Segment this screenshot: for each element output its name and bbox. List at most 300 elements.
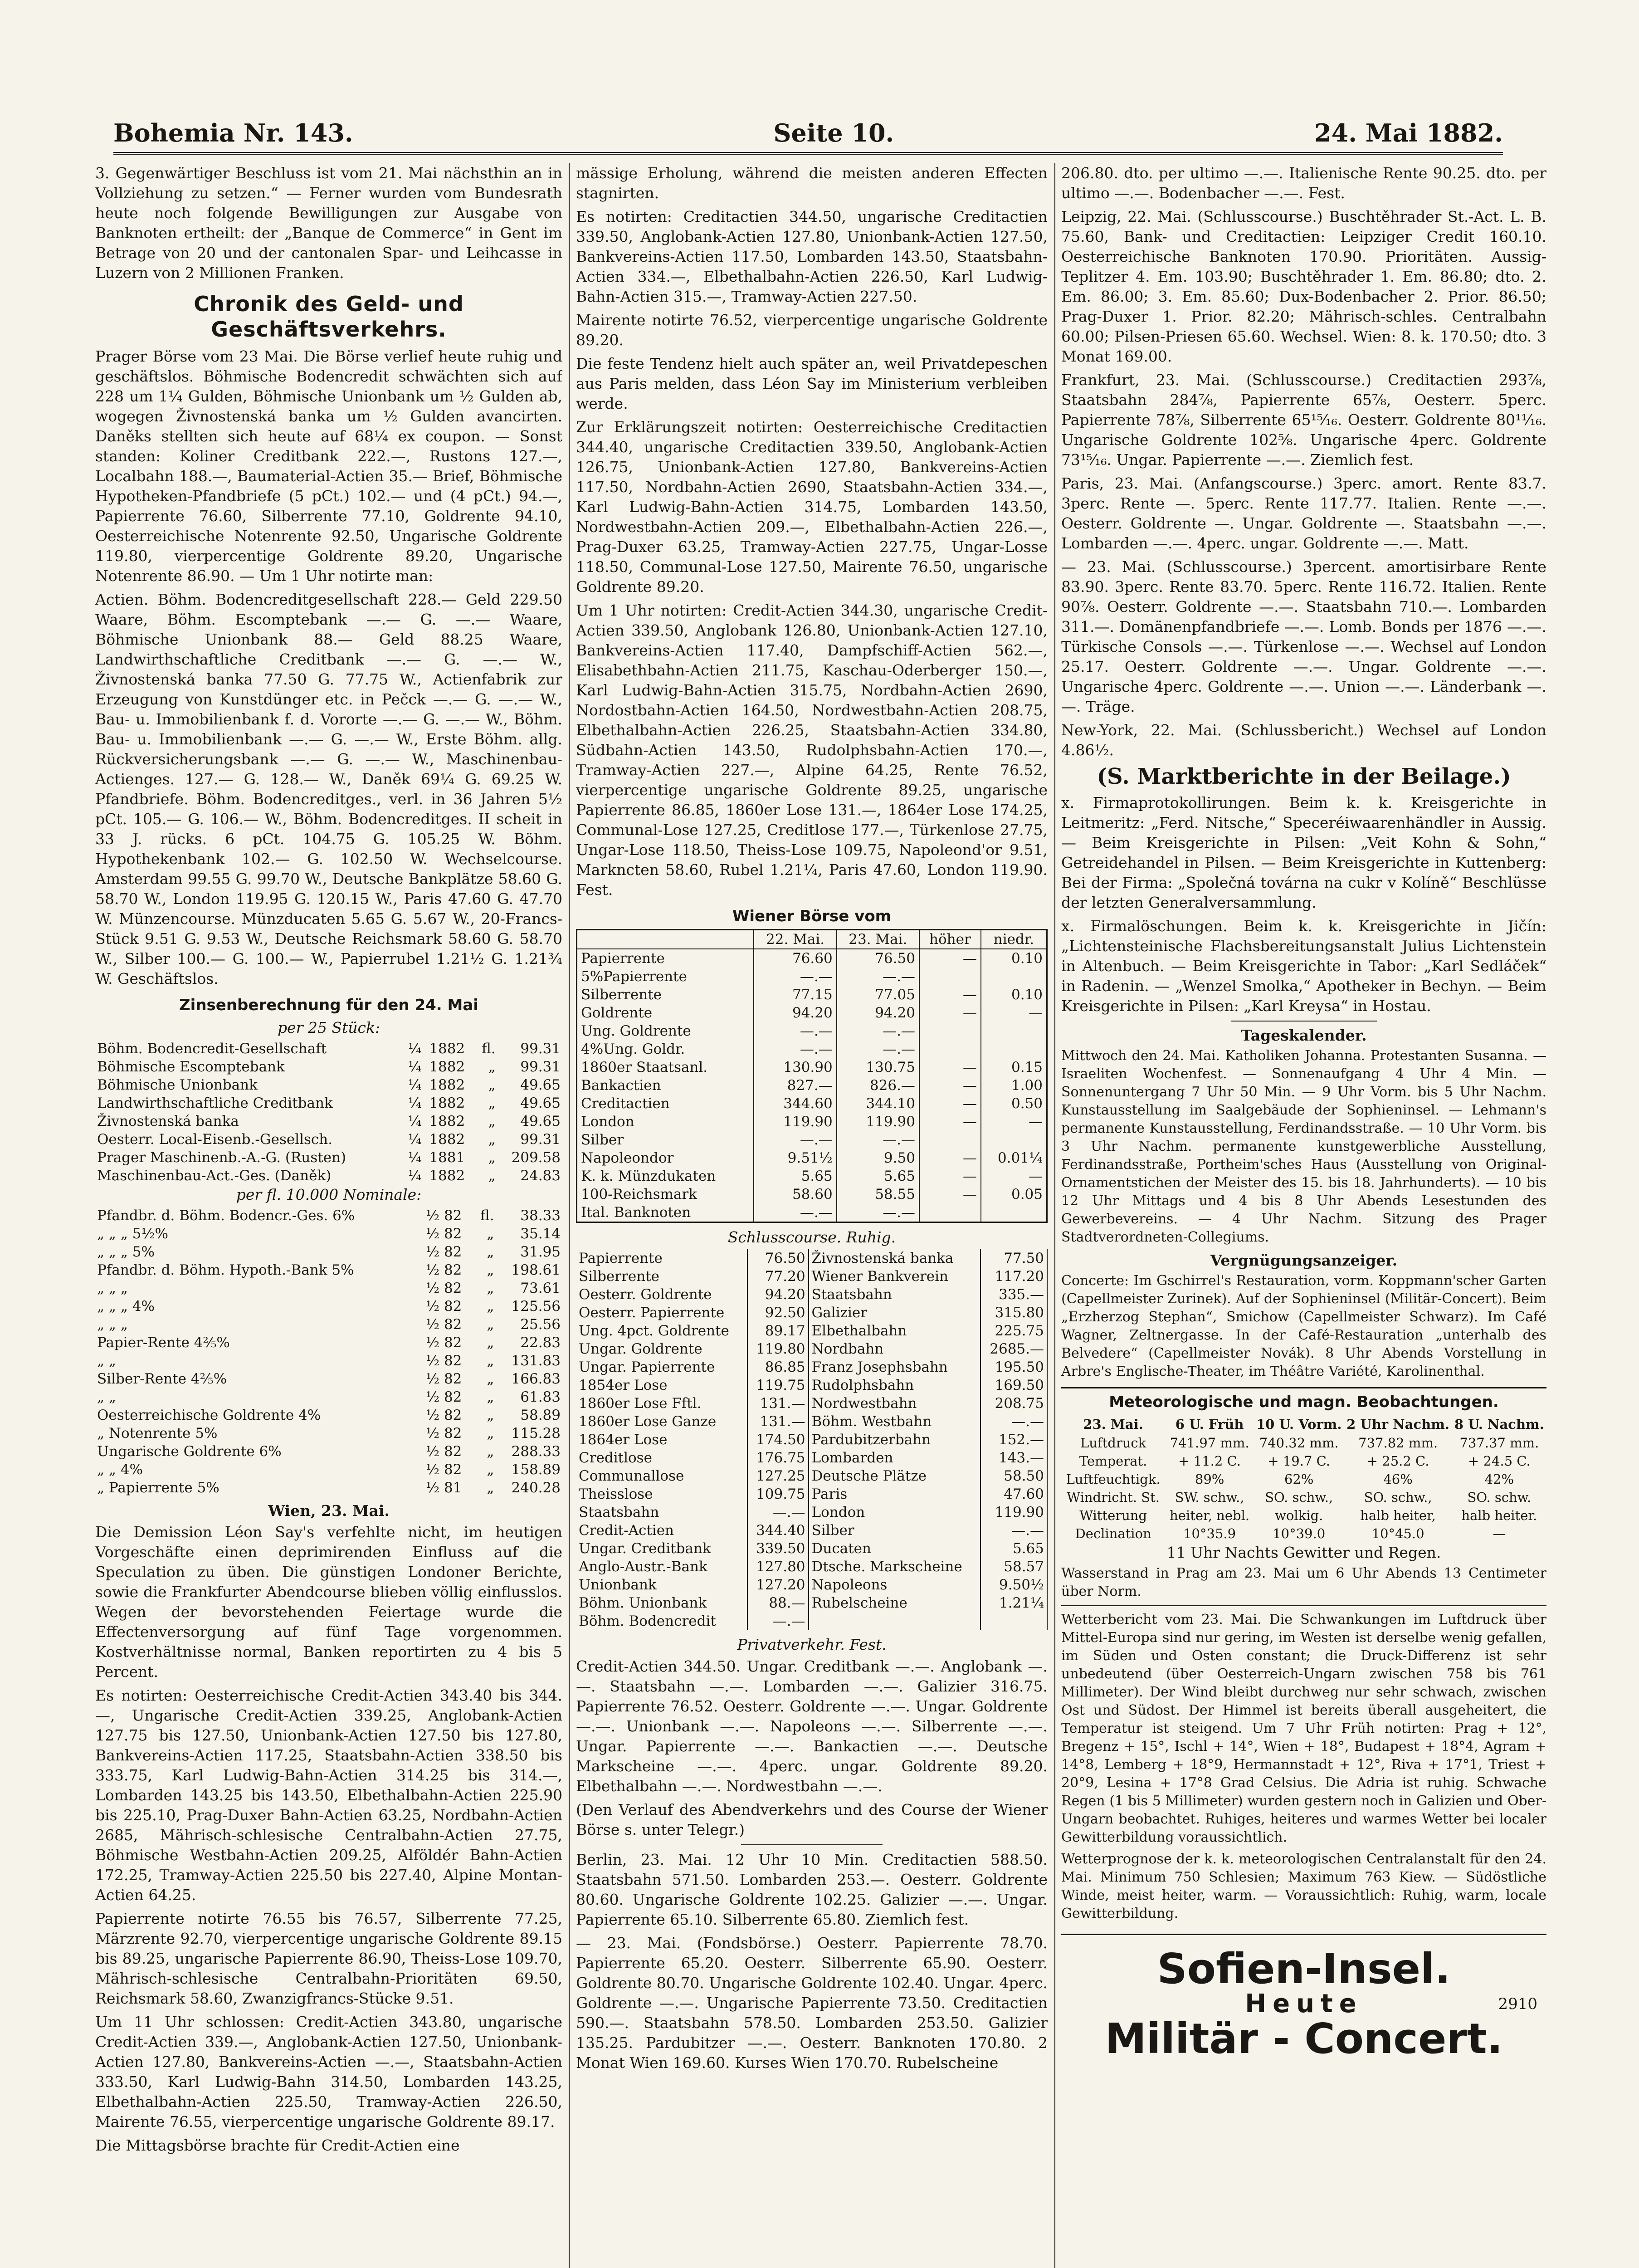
table-cell: Anglo-Austr.-Bank bbox=[576, 1558, 747, 1576]
table-cell: 10°39.0 bbox=[1273, 1526, 1326, 1541]
table-cell: 176.75 bbox=[747, 1449, 808, 1467]
interest-table-subtitle: per 25 Stück: bbox=[277, 1019, 380, 1036]
table-cell: „ bbox=[487, 1316, 494, 1333]
header-page-number: Seite 10. bbox=[773, 118, 894, 147]
table-row bbox=[577, 1004, 1047, 1022]
table-cell: 77.15 bbox=[754, 986, 836, 1004]
table-row bbox=[95, 1207, 562, 1225]
closing-course-title: Schlusscourse. Ruhig. bbox=[727, 1228, 896, 1246]
table-cell: „ „ „ 5% bbox=[97, 1244, 155, 1260]
header-date: 24. Mai 1882. bbox=[1314, 118, 1503, 147]
water-level-paragraph: Wasserstand in Prag am 23. Mai um 6 Uhr Abends 13 Centimeter über Norm. bbox=[1061, 1565, 1546, 1599]
table-row bbox=[577, 949, 1047, 968]
table-cell: Ducaten bbox=[809, 1540, 981, 1558]
meteorology-title: Meteorologische und magn. Beobachtungen. bbox=[1061, 1387, 1546, 1412]
table-row bbox=[95, 1112, 562, 1130]
table-cell: 119.90 bbox=[754, 1113, 836, 1131]
table-cell: 1882 bbox=[429, 1168, 465, 1184]
firm-deletions-paragraph: x. Firmalöschungen. Beim k. k. Kreisgerichte in Jičín: „Lichtensteinische Flachsbereitungsanstalt Julius Lichtenstein in Altenbuch. — Beim Kreisgerichte in Tabor: „Karl Sedláček“ in Radenin. — „Wenzel Smolka,“ Apotheker in Bechyn. — Beim Kreisgerichte in Pilsen: „Karl Kreysa“ in Hostau. bbox=[1061, 917, 1546, 1015]
table-cell: ½ 82 bbox=[426, 1353, 462, 1369]
table-row bbox=[577, 1203, 1047, 1222]
table-cell: Böhm. Bodencredit-Gesellschaft bbox=[97, 1041, 327, 1057]
table-cell: „ bbox=[488, 1168, 496, 1184]
table-cell: Declination bbox=[1075, 1526, 1151, 1541]
table-cell: 5.65 bbox=[980, 1540, 1047, 1558]
table-cell: Staatsbahn bbox=[576, 1503, 747, 1521]
table-cell: Ital. Banknoten bbox=[577, 1203, 754, 1222]
table-cell: Böhm. Westbahn bbox=[809, 1413, 981, 1431]
table-row bbox=[1061, 1506, 1546, 1525]
table-cell: 740.32 mm. bbox=[1259, 1435, 1339, 1451]
vienna-midday-paragraph: Die Mittagsbörse brachte für Credit-Actien eine bbox=[95, 2136, 460, 2154]
table-cell: 1882 bbox=[429, 1131, 465, 1148]
table-cell: Silber-Rente 4⅖% bbox=[97, 1371, 227, 1387]
table-cell: 130.90 bbox=[754, 1058, 836, 1076]
table-cell: —.— bbox=[747, 1503, 808, 1521]
table-cell: ½ 82 bbox=[426, 1371, 462, 1387]
table-cell: 89% bbox=[1195, 1471, 1224, 1487]
supplement-notice: (S. Marktberichte in der Beilage.) bbox=[1097, 764, 1511, 789]
table-cell: — bbox=[919, 1076, 981, 1095]
table-row bbox=[1061, 1525, 1546, 1543]
table-cell bbox=[981, 1040, 1047, 1058]
table-row bbox=[577, 1095, 1047, 1113]
mairente-paragraph: Mairente notirte 76.52, vierpercentige ungarische Goldrente 89.20. bbox=[576, 311, 1048, 349]
table-cell: Böhmische Escomptebank bbox=[97, 1059, 285, 1075]
table-cell: 0.01¼ bbox=[981, 1149, 1047, 1167]
table-row bbox=[95, 1094, 562, 1112]
table-cell: Ungar. Goldrente bbox=[576, 1340, 747, 1358]
table-cell: — bbox=[919, 1095, 981, 1113]
table-cell: —.— bbox=[837, 1022, 919, 1040]
table-cell: 174.50 bbox=[747, 1431, 808, 1449]
table-cell: „ bbox=[487, 1244, 494, 1260]
table-cell: 1860er Lose Ganze bbox=[576, 1413, 747, 1431]
table-cell: Luftdruck bbox=[1080, 1435, 1146, 1451]
weather-forecast-paragraph: Wetterprognose der k. k. meteorologischen Centralanstalt für den 24. Mai. Minimum 750 Schlesien; Maximum 763 Kiew. — Südöstliche Winde, meist heiter, warm. — Voraussichtlich: Ruhig, warm, locale Gewitterbildung. bbox=[1061, 1851, 1546, 1921]
table-cell: Böhm. Unionbank bbox=[576, 1594, 747, 1612]
ad-day: Heute bbox=[1245, 1989, 1363, 2019]
table-cell: Goldrente bbox=[577, 1004, 754, 1022]
table-cell bbox=[919, 1040, 981, 1058]
table-row bbox=[576, 1340, 1047, 1358]
table-cell: ¼ bbox=[408, 1149, 422, 1166]
table-cell: — bbox=[919, 1167, 981, 1185]
table-cell: 169.50 bbox=[980, 1376, 1047, 1394]
table-cell: 46% bbox=[1383, 1471, 1413, 1487]
table-cell: ½ 82 bbox=[426, 1389, 462, 1405]
table-row bbox=[95, 1352, 562, 1370]
private-trade-note: (Den Verlauf des Abendverkehrs und des Course der Wiener Börse s. unter Telegr.) bbox=[576, 1801, 1048, 1838]
table-cell: ¼ bbox=[408, 1113, 422, 1129]
vienna-close-paragraph: Um 11 Uhr schlossen: Credit-Actien 343.80, ungarische Credit-Actien 339.—, Anglobank-Actien 127.50, Unionbank-Actien 127.80, Bankvereins-Actien —.—, Staatsbahn-Actien 333.50, Karl Ludwig-Bahn 314.50, Lombarden 143.25, Elbethalbahn-Actien 225.50, Tramway-Actien 226.50, Mairente 76.55, vierpercentige ungarische Goldrente 89.17. bbox=[95, 2013, 562, 2131]
table-cell: 10°35.9 bbox=[1183, 1526, 1236, 1541]
table-cell: ½ 81 bbox=[426, 1480, 462, 1496]
meteorology-note: 11 Uhr Nachts Gewitter und Regen. bbox=[1166, 1544, 1441, 1561]
table-cell: „ „ „ 4% bbox=[97, 1298, 155, 1315]
table-cell: Papierrente bbox=[576, 1249, 747, 1267]
table-row bbox=[576, 1485, 1047, 1503]
table-cell: — bbox=[919, 1113, 981, 1131]
entertainment-title: Vergnügungsanzeiger. bbox=[1210, 1251, 1398, 1269]
table-cell: Oesterr. Papierrente bbox=[576, 1304, 747, 1322]
table-row bbox=[576, 1286, 1047, 1304]
table-cell: 344.40 bbox=[747, 1521, 808, 1540]
table-cell: „ „ „ bbox=[97, 1316, 128, 1333]
column-rule bbox=[1054, 163, 1055, 2268]
berlin-fonds-paragraph: — 23. Mai. (Fondsbörse.) Oesterr. Papierrente 78.70. Papierrente 65.20. Oesterr. Silberrente 65.90. Oesterr. Goldrente 80.70. Ungarische Goldrente 102.40. Ungar. 4perc. Goldrente —.—. Ungarische Papierrente 73.50. Creditactien 590.—. Staatsbahn 578.50. Lombarden 253.50. Galizier 135.25. Pardubitzer —.—. Oesterr. Banknoten 170.80. 2 Monat Wien 169.60. Kurses Wien 170.70. Rubelscheine bbox=[576, 1934, 1048, 2072]
column-2 bbox=[576, 163, 1048, 2268]
table-cell: „ bbox=[487, 1480, 494, 1496]
table-row bbox=[577, 1076, 1047, 1095]
table-cell: 31.95 bbox=[520, 1244, 561, 1260]
table-cell: ¼ bbox=[408, 1059, 422, 1075]
table-cell: 5.65 bbox=[837, 1167, 919, 1185]
table-cell: 73.61 bbox=[520, 1280, 561, 1296]
table-cell: „ bbox=[488, 1149, 496, 1166]
table-cell: Napoleons bbox=[809, 1576, 981, 1594]
table-cell: 0.50 bbox=[981, 1095, 1047, 1113]
table-cell: Prager Maschinenb.-A.-G. (Rusten) bbox=[97, 1149, 346, 1166]
table-cell: 94.20 bbox=[837, 1004, 919, 1022]
table-cell: Pfandbr. d. Böhm. Bodencr.-Ges. 6% bbox=[97, 1207, 355, 1224]
table-cell: ¼ bbox=[408, 1131, 422, 1148]
table-cell: 119.75 bbox=[747, 1376, 808, 1394]
table-cell: 58.60 bbox=[754, 1185, 836, 1203]
table-row bbox=[577, 1040, 1047, 1058]
table-cell: „ bbox=[487, 1425, 494, 1442]
table-cell: 288.33 bbox=[511, 1443, 561, 1460]
table-cell: 86.85 bbox=[747, 1358, 808, 1376]
table-cell: 1.21¼ bbox=[980, 1594, 1047, 1612]
table-cell: SO. schw. bbox=[1467, 1490, 1532, 1505]
table-cell: Silberrente bbox=[576, 1267, 747, 1286]
table-cell: 225.75 bbox=[980, 1322, 1047, 1340]
table-cell: 22.83 bbox=[520, 1334, 561, 1351]
table-cell: „ „ „ 5½% bbox=[97, 1226, 168, 1242]
table-cell: 89.17 bbox=[747, 1322, 808, 1340]
table-row bbox=[95, 1167, 562, 1185]
table-cell: 77.05 bbox=[837, 986, 919, 1004]
vienna-exchange-table bbox=[576, 929, 1048, 1223]
table-cell: —.— bbox=[837, 1131, 919, 1149]
table-cell: 35.14 bbox=[520, 1226, 561, 1242]
table-row bbox=[95, 1370, 562, 1388]
table-cell: ½ 82 bbox=[426, 1334, 462, 1351]
table-cell: 127.25 bbox=[747, 1467, 808, 1485]
table-row bbox=[577, 1185, 1047, 1203]
table-cell: 208.75 bbox=[980, 1394, 1047, 1413]
table-cell: „ bbox=[488, 1113, 496, 1129]
table-cell: SO. schw., bbox=[1265, 1490, 1333, 1505]
table-cell: —.— bbox=[980, 1521, 1047, 1540]
table-cell: K. k. Münzdukaten bbox=[577, 1167, 754, 1185]
table-row bbox=[95, 1040, 562, 1058]
vienna-quotes-paragraph: Es notirten: Oesterreichische Credit-Actien 343.40 bis 344.—, Ungarische Credit-Actien 339.25, Anglobank-Actien 127.75 bis 127.50, Unionbank-Actien 127.50 bis 127.80, Bankvereins-Actien 117.25, Staatsbahn-Actien 338.50 bis 333.75, Karl Ludwig-Bahn-Actien 314.25 bis 314.—, Lombarden 143.25 bis 143.50, Elbethalbahn-Actien 225.90 bis 225.10, Prag-Duxer Bahn-Actien 63.25, Nordbahn-Actien 2685, Mährisch-schlesische Centralbahn-Actien 27.75, Böhmische Westbahn-Actien 209.25, Alföldér Bahn-Actien 172.25, Tramway-Actien 225.50 bis 227.40, Alpine Montan-Actien 64.25. bbox=[95, 1686, 562, 1904]
table-row bbox=[95, 1424, 562, 1442]
table-row bbox=[576, 1249, 1047, 1267]
table-cell: 339.50 bbox=[747, 1540, 808, 1558]
table-cell: Ung. Goldrente bbox=[577, 1022, 754, 1040]
table-cell: 0.15 bbox=[981, 1058, 1047, 1076]
table-row bbox=[95, 1334, 562, 1352]
table-row bbox=[576, 1413, 1047, 1431]
table-cell: 131.83 bbox=[511, 1353, 561, 1369]
table-row bbox=[576, 1594, 1047, 1612]
table-cell: Creditactien bbox=[577, 1095, 754, 1113]
table-cell: —.— bbox=[754, 1040, 836, 1058]
column-header: 23. Mai. bbox=[1083, 1417, 1143, 1432]
table-cell: 92.50 bbox=[747, 1304, 808, 1322]
table-row bbox=[95, 1130, 562, 1149]
table-cell: „ „ 4% bbox=[97, 1461, 143, 1478]
table-cell bbox=[919, 1022, 981, 1040]
table-cell: 38.33 bbox=[520, 1207, 561, 1224]
table-row bbox=[576, 1540, 1047, 1558]
table-cell: Maschinenbau-Act.-Ges. (Daněk) bbox=[97, 1168, 332, 1184]
table-cell: Deutsche Plätze bbox=[809, 1467, 981, 1485]
table-cell: 76.50 bbox=[837, 949, 919, 968]
table-cell: ½ 82 bbox=[426, 1461, 462, 1478]
interest-table bbox=[95, 1040, 562, 1185]
table-cell: 99.31 bbox=[520, 1059, 561, 1075]
table-cell: —.— bbox=[837, 1203, 919, 1222]
table-cell: Papierrente bbox=[577, 949, 754, 968]
table-cell: + 25.2 C. bbox=[1366, 1453, 1429, 1469]
table-cell: —.— bbox=[980, 1413, 1047, 1431]
table-row bbox=[576, 1558, 1047, 1576]
table-cell: Oesterreichische Goldrente 4% bbox=[97, 1407, 321, 1423]
entertainment-paragraph: Concerte: Im Gschirrel's Restauration, vorm. Koppmann'scher Garten (Capellmeister Zurinek). Auf der Sophieninsel (Militär-Concert). Beim „Erzherzog Stephan“, Smichow (Capellmeister Schwarz). Im Café Wagner, Zeltnergasse. In der Café-Restauration „unterhalb des Belvedere“ (Capellmeister Novák). 8 Uhr Abends Vorstellung in Arbre's Englische-Theater, im Théâtre Variété, Karolinenthal. bbox=[1061, 1273, 1546, 1379]
table-cell: 1882 bbox=[429, 1095, 465, 1111]
table-cell: — bbox=[919, 1149, 981, 1167]
table-row bbox=[1061, 1434, 1546, 1452]
column-3 bbox=[1061, 163, 1546, 2268]
table-row bbox=[95, 1388, 562, 1406]
table-cell: Credit-Actien bbox=[576, 1521, 747, 1540]
table-row bbox=[95, 1315, 562, 1334]
table-cell: Ung. 4pct. Goldrente bbox=[576, 1322, 747, 1340]
table-cell: „ bbox=[487, 1461, 494, 1478]
column-header: 10 U. Vorm. bbox=[1256, 1417, 1342, 1432]
column-header: höher bbox=[919, 930, 981, 949]
berlin-paragraph: Berlin, 23. Mai. 12 Uhr 10 Min. Creditactien 588.50. Staatsbahn 571.50. Lombarden 253.—. Oesterr. Goldrente 80.60. Ungarische Goldrente 102.25. Galizier —.—. Ungar. Papierrente 65.10. Silberrente 65.80. Ziemlich fest. bbox=[576, 1851, 1048, 1928]
ad-number: 2910 bbox=[1498, 1995, 1537, 2013]
table-row bbox=[95, 1279, 562, 1297]
table-cell: ¼ bbox=[408, 1095, 422, 1111]
table-cell: — bbox=[919, 1185, 981, 1203]
leipzig-paragraph: Leipzig, 22. Mai. (Schlusscourse.) Buschtěhrader St.-Act. L. B. 75.60, Bank- und Creditactien: Leipziger Credit 160.10. Oesterreichische Banknoten 170.90. Prioritäten. Aussig-Teplitzer 4. Em. 103.90; Buschtěhrader 1. Em. 86.80; dto. 2. Em. 86.00; 3. Em. 85.60; Dux-Bodenbacher 2. Prior. 86.50; Prag-Duxer 1. Prior. 82.20; Mährisch-schles. Centralbahn 60.00; Pilsen-Priesen 65.60. Wechsel. Wien: 8. k. 170.50; dto. 3 Monat 169.00. bbox=[1061, 208, 1546, 365]
table-cell: Nordwestbahn bbox=[809, 1394, 981, 1413]
table-row bbox=[577, 1022, 1047, 1040]
table-cell: 115.28 bbox=[511, 1425, 561, 1442]
table-cell: Windricht. St. bbox=[1067, 1490, 1160, 1505]
table-cell: 62% bbox=[1284, 1471, 1314, 1487]
table-cell bbox=[981, 968, 1047, 986]
table-cell: ½ 82 bbox=[426, 1425, 462, 1442]
table-cell: Dtsche. Markscheine bbox=[809, 1558, 981, 1576]
table-cell: —.— bbox=[754, 1022, 836, 1040]
table-cell: Lombarden bbox=[809, 1449, 981, 1467]
column-header: 6 U. Früh bbox=[1175, 1417, 1244, 1432]
one-oclock-paragraph: Um 1 Uhr notirten: Credit-Actien 344.30, ungarische Credit-Actien 339.50, Anglobank 126.80, Unionbank-Actien 127.10, Bankvereins-Actien 117.40, Dampfschiff-Actien 562.—, Elisabethbahn-Actien 211.75, Kaschau-Oderberger 150.—, Karl Ludwig-Bahn-Actien 315.75, Nordbahn-Actien 2690, Nordostbahn-Actien 164.50, Nordwestbahn-Actien 208.75, Elbethalbahn-Actien 226.25, Staatsbahn-Actien 334.80, Südbahn-Actien 143.50, Rudolphsbahn-Actien 170.—, Tramway-Actien 227.—, Alpine 64.25, Rente 76.52, vierpercentige ungarische Goldrente 89.25, ungarische Papierrente 86.85, 1860er Lose 131.—, 1864er Lose 174.25, Communal-Lose 127.25, Creditlose 177.—, Türkenlose 27.75, Ungar-Lose 118.50, Theiss-Lose 109.75, Napoleond'or 9.51, Markncten 58.60, Rubel 1.21¼, Paris 47.60, London 119.90. Fest. bbox=[576, 601, 1048, 899]
table-row bbox=[576, 1304, 1047, 1322]
table-cell: 42% bbox=[1484, 1471, 1514, 1487]
table-cell: „ bbox=[487, 1280, 494, 1296]
table-cell: Staatsbahn bbox=[809, 1286, 981, 1304]
table-cell: 119.80 bbox=[747, 1340, 808, 1358]
table-cell bbox=[809, 1612, 981, 1630]
table-cell: ½ 82 bbox=[426, 1226, 462, 1242]
table-cell: „ „ „ bbox=[97, 1280, 128, 1296]
section-heading-chronik: Chronik des Geld- und Geschäftsverkehrs. bbox=[194, 292, 464, 342]
table-cell: SO. schw., bbox=[1364, 1490, 1432, 1505]
new-york-paragraph: New-York, 22. Mai. (Schlussbericht.) Wechsel auf London 4.86½. bbox=[1061, 721, 1546, 759]
table-cell: wolkig. bbox=[1275, 1508, 1323, 1523]
column-header: 23. Mai. bbox=[837, 930, 919, 949]
table-row bbox=[576, 1612, 1047, 1630]
table-cell: 127.80 bbox=[747, 1558, 808, 1576]
table-cell: —.— bbox=[837, 1040, 919, 1058]
table-row bbox=[576, 1394, 1047, 1413]
table-cell: Oesterr. Goldrente bbox=[576, 1286, 747, 1304]
table-cell: — bbox=[981, 1167, 1047, 1185]
table-cell: ½ 82 bbox=[426, 1262, 462, 1278]
table-cell: Silberrente bbox=[577, 986, 754, 1004]
day-calendar-title: Tageskalender. bbox=[1241, 1026, 1367, 1044]
table-row bbox=[576, 1467, 1047, 1485]
table-row bbox=[576, 1576, 1047, 1594]
table-row bbox=[1061, 1488, 1546, 1506]
table-row bbox=[95, 1261, 562, 1279]
table-cell: Napoleondor bbox=[577, 1149, 754, 1167]
table-row bbox=[95, 1243, 562, 1261]
table-cell: ½ 82 bbox=[426, 1407, 462, 1423]
vienna-heading: Wien, 23. Mai. bbox=[268, 1502, 390, 1520]
table-cell: 195.50 bbox=[980, 1358, 1047, 1376]
table-cell: Pardubitzerbahn bbox=[809, 1431, 981, 1449]
table-cell: „ bbox=[487, 1226, 494, 1242]
table-cell: 143.— bbox=[980, 1449, 1047, 1467]
table-cell: „ bbox=[487, 1262, 494, 1278]
meteorology-table bbox=[1061, 1415, 1546, 1543]
table-cell: heiter, nebl. bbox=[1170, 1508, 1250, 1523]
table-cell: 25.56 bbox=[520, 1316, 561, 1333]
paris-opening-paragraph: Paris, 23. Mai. (Anfangscourse.) 3perc. amort. Rente 83.7. 3perc. Rente —. 5perc. Rente 117.77. Italien. Rente —.—. Oesterr. Goldrente —. Ungar. Goldrente —. Staatsbahn —.—. Lombarden —.—. 4perc. ungar. Goldrente —.—. Matt. bbox=[1061, 474, 1546, 552]
vienna-exchange-table-title: Wiener Börse vom bbox=[732, 907, 892, 925]
table-cell: Silber bbox=[809, 1521, 981, 1540]
table-cell: 315.80 bbox=[980, 1304, 1047, 1322]
table-cell: 0.10 bbox=[981, 986, 1047, 1004]
table-cell: SW. schw., bbox=[1175, 1490, 1244, 1505]
table-cell: 47.60 bbox=[980, 1485, 1047, 1503]
table-cell: 1882 bbox=[429, 1113, 465, 1129]
table-cell: ½ 82 bbox=[426, 1298, 462, 1315]
table-cell: 344.60 bbox=[754, 1095, 836, 1113]
table-cell: — bbox=[919, 986, 981, 1004]
table-cell: Papier-Rente 4⅖% bbox=[97, 1334, 230, 1351]
table-cell bbox=[981, 1022, 1047, 1040]
table-cell: 1854er Lose bbox=[576, 1376, 747, 1394]
table-row bbox=[576, 1503, 1047, 1521]
weather-report-paragraph: Wetterbericht vom 23. Mai. Die Schwankungen im Luftdruck über Mittel-Europa sind nur gering, im Westen ist derselbe wenig gefallen, im Süden und Osten constant; die Druck-Differenz ist sehr unbedeutend (über Oesterreich-Ungarn zwischen 758 bis 761 Millimeter). Der Wind bleibt durchweg nur sehr schwach, zwischen Ost und Südost. Der Himmel ist bereits überall ausgeheitert, die Temperatur ist steigend. Um 7 Uhr Früh notirten: Prag + 12°, Bregenz + 15°, Ischl + 14°, Wien + 18°, Budapest + 18°4, Agram + 14°8, Lemberg + 18°9, Hermannstadt + 12°, Riva + 17°1, Triest + 20°9, Lesina + 17°8 Grad Celsius. Die Adria ist ruhig. Schwache Regen (1 bis 5 Millimeter) wurden gestern noch in Galizien und Ober-Ungarn beobachtet. Ruhiges, heiteres und warmes Wetter bei localer Gewitterbildung voraussichtlich. bbox=[1061, 1612, 1546, 1845]
table-row bbox=[577, 986, 1047, 1004]
table-cell: 131.— bbox=[747, 1394, 808, 1413]
table-cell: 1860er Staatsanl. bbox=[577, 1058, 754, 1076]
private-trade-title: Privatverkehr. Fest. bbox=[737, 1636, 887, 1653]
interest-table-pfandbriefe bbox=[95, 1207, 562, 1497]
table-cell: Luftfeuchtigk. bbox=[1066, 1471, 1161, 1487]
table-cell: 10°45.0 bbox=[1371, 1526, 1424, 1541]
table-cell: Temperat. bbox=[1079, 1453, 1147, 1469]
table-cell: 5.65 bbox=[754, 1167, 836, 1185]
table-cell: „ „ bbox=[97, 1353, 116, 1369]
table-cell: „ bbox=[487, 1298, 494, 1315]
table-cell: „ bbox=[487, 1407, 494, 1423]
table-cell: Witterung bbox=[1079, 1508, 1147, 1523]
table-row bbox=[577, 1149, 1047, 1167]
table-cell: 77.50 bbox=[980, 1249, 1047, 1267]
table-cell: 2685.— bbox=[980, 1340, 1047, 1358]
table-cell: 152.— bbox=[980, 1431, 1047, 1449]
table-row bbox=[95, 1442, 562, 1461]
table-cell: 4%Ung. Goldr. bbox=[577, 1040, 754, 1058]
intro-paragraph: 3. Gegenwärtiger Beschluss ist vom 21. Mai nächsthin an in Vollziehung zu setzen.“ — Ferner wurden vom Bundesrath heute noch folgende Bewilligungen zur Ausgabe von Banknoten ertheilt: der „Banque de Commerce“ in Gent im Betrage von 20 und der cantonalen Spar- und Leihcasse in Luzern von 2 Millionen Franken. bbox=[95, 164, 562, 282]
table-cell: 131.— bbox=[747, 1413, 808, 1431]
table-cell: halb heiter. bbox=[1461, 1508, 1537, 1523]
table-cell: 1882 bbox=[429, 1059, 465, 1075]
table-cell: — bbox=[1493, 1526, 1506, 1541]
table-cell: 741.97 mm. bbox=[1170, 1435, 1249, 1451]
table-row bbox=[95, 1297, 562, 1315]
vienna-paragraph: Die Demission Léon Say's verfehlte nicht, im heutigen Vorgeschäfte einen deprimirenden Einfluss auf die Speculation zu üben. Die günstigen Londoner Berichte, sowie die Frankfurter Abendcourse blieben völlig einflusslos. Wegen der bevorstehenden Feiertage wurde die Effectenversorgung auf fünf Tage vorgenommen. Kostverhältnisse normal, Banken reportirten zu 4 bis 5 Percent. bbox=[95, 1523, 562, 1681]
table-row bbox=[95, 1149, 562, 1167]
table-row bbox=[577, 1131, 1047, 1149]
table-cell: + 19.7 C. bbox=[1268, 1453, 1331, 1469]
table-row bbox=[576, 1267, 1047, 1286]
table-cell: 58.55 bbox=[837, 1185, 919, 1203]
table-cell: Ungar. Creditbank bbox=[576, 1540, 747, 1558]
table-row bbox=[1061, 1452, 1546, 1470]
table-cell bbox=[981, 1131, 1047, 1149]
table-cell: Oesterr. Local-Eisenb.-Gesellsch. bbox=[97, 1131, 333, 1148]
table-row bbox=[576, 1431, 1047, 1449]
table-cell: —.— bbox=[747, 1612, 808, 1630]
table-cell: 737.82 mm. bbox=[1358, 1435, 1438, 1451]
table-cell: Unionbank bbox=[576, 1576, 747, 1594]
day-calendar-paragraph: Mittwoch den 24. Mai. Katholiken Johanna. Protestanten Susanna. — Israeliten Wochenfest. — Sonnenaufgang 4 Uhr 4 Min. — Sonnenuntergang 7 Uhr 50 Min. — 9 Uhr Vorm. bis 5 Uhr Nachm. Kunstausstellung im Saalgebäude der Sophieninsel. — Lehmann's permanente Kunstausstellung, Ferdinandsstraße. — 10 Uhr Vorm. bis 3 Uhr Nachm. permanente kunstgewerbliche Ausstellung, Ferdinandsstraße, Portheim'sches Haus (Ausstellung von Original-Ornamentstichen der Meister des 15. bis 18. Jahrhunderts). — 10 bis 12 Uhr Mittags und 4 bis 8 Uhr Abends Lesestunden des Gewerbevereins. — 4 Uhr Nachm. Sitzung des Prager Stadtverordneten-Collegiums. bbox=[1061, 1048, 1546, 1245]
table-cell: 77.20 bbox=[747, 1267, 808, 1286]
firm-registrations-paragraph: x. Firmaprotokollirungen. Beim k. k. Kreisgerichte in Leitmeritz: „Ferd. Nitsche,“ Speceréiwaarenhändler in Aussig. — Beim Kreisgerichte in Pilsen: „Veit Kohn & Sohn,“ Getreidehandel in Pilsen. — Beim Kreisgerichte in Kuttenberg: Bei der Firma: „Společná továrna na cukr v Kolíně“ Beschlüsse der letzten Generalversammlung. bbox=[1061, 794, 1546, 911]
recovery-paragraph: mässige Erholung, während die meisten anderen Effecten stagnirten. bbox=[576, 164, 1048, 202]
table-cell: Ungar. Papierrente bbox=[576, 1358, 747, 1376]
table-row bbox=[577, 1058, 1047, 1076]
table-cell: 9.50½ bbox=[980, 1576, 1047, 1594]
table-cell: 58.50 bbox=[980, 1467, 1047, 1485]
table-cell bbox=[919, 968, 981, 986]
quotes-paragraph: Es notirten: Creditactien 344.50, ungarische Creditactien 339.50, Anglobank-Actien 127.80, Unionbank-Actien 127.50, Bankvereins-Actien 117.50, Lombarden 143.50, Staatsbahn-Actien 334.—, Elbethalbahn-Actien 226.50, Karl Ludwig-Bahn-Actien 315.—, Tramway-Actien 227.50. bbox=[576, 208, 1048, 305]
table-cell: fl. bbox=[482, 1041, 496, 1057]
table-cell: „ bbox=[487, 1334, 494, 1351]
table-cell: 209.58 bbox=[511, 1149, 561, 1166]
divider bbox=[1061, 1605, 1546, 1606]
table-cell: 94.20 bbox=[754, 1004, 836, 1022]
frankfurt-paragraph: Frankfurt, 23. Mai. (Schlusscourse.) Creditactien 293⅞, Staatsbahn 284⅞, Papierrente 65⅞, Oesterr. 5perc. Papierrente 78⅞, Silberrente 65¹⁵⁄₁₆. Oesterr. Goldrente 80¹¹⁄₁₆. Ungarische Goldrente 102⅝. Ungarische 4perc. Goldrente 73¹⁵⁄₁₆. Ungar. Papierrente —.—. Ziemlich fest. bbox=[1061, 371, 1546, 469]
table-cell: 166.83 bbox=[511, 1371, 561, 1387]
table-cell: „ bbox=[488, 1095, 496, 1111]
table-cell: Creditlose bbox=[576, 1449, 747, 1467]
table-cell: 99.31 bbox=[520, 1131, 561, 1148]
